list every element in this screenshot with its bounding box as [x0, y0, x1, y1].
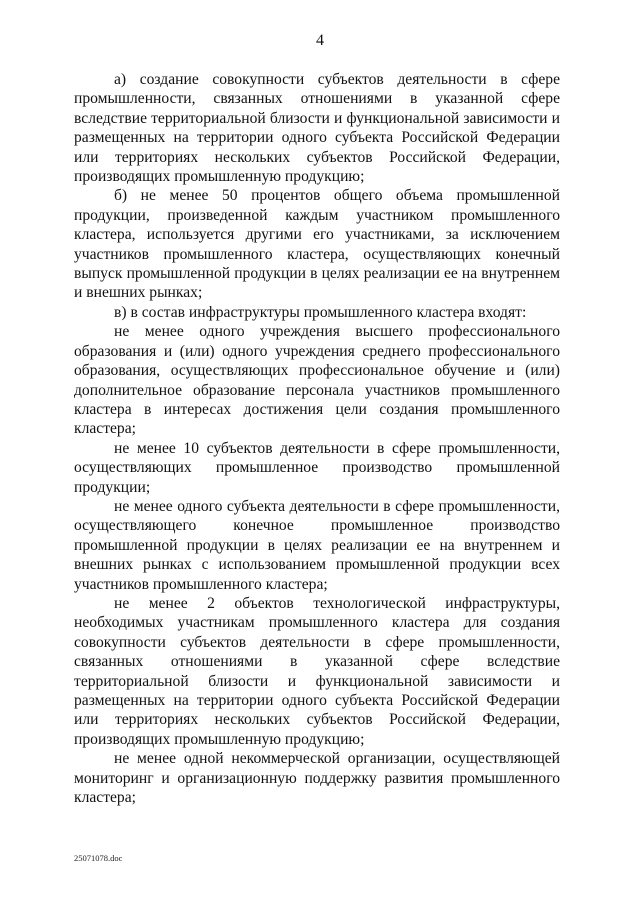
page-number: 4: [316, 32, 324, 49]
paragraph-education-institution: не менее одного учреждения высшего профессионального образования и (или) одного учреждения среднего профессионального образования, осуществляющих профессиональное обучение и (или) дополнительное образование персонала участников промышленного кластера в интересах достижения цели создания промышленного кластера;: [74, 323, 560, 438]
footer-filename: 25071078.doc: [74, 853, 123, 863]
paragraph-item-b: б) не менее 50 процентов общего объема промышленной продукции, произведенной каждым участником промышленного кластера, используется другими его участниками, за исключением участников промышленного кластера, осуществляющих конечный выпуск промышленной продукции в целях реализации ее на внутреннем и внешних рынках;: [74, 187, 560, 302]
paragraph-final-producer: не менее одного субъекта деятельности в сфере промышленности, осуществляющего конечное промышленное производство промышленной продукции в целях реализации ее на внутреннем и внешних рынках с использованием промышленной продукции всех участников промышленного кластера;: [74, 497, 560, 593]
paragraph-item-a: а) создание совокупности субъектов деятельности в сфере промышленности, связанных отношениями в указанной сфере вследствие территориальной близости и функциональной зависимости и размещенных на территории одного субъекта Российской Федерации или территориях нескольких субъектов Российской Федерации, производящих промышленную продукцию;: [74, 71, 560, 186]
paragraph-nonprofit-org: не менее одной некоммерческой организации, осуществляющей мониторинг и организационную поддержку развития промышленного кластера;: [74, 750, 560, 807]
paragraph-item-c: в) в состав инфраструктуры промышленного кластера входят:: [114, 303, 527, 321]
paragraph-industrial-subjects: не менее 10 субъектов деятельности в сфере промышленности, осуществляющих промышленное производство промышленной продукции;: [74, 439, 560, 496]
paragraph-tech-infrastructure: не менее 2 объектов технологической инфраструктуры, необходимых участникам промышленного кластера для создания совокупности субъектов деятельности в сфере промышленности, связанных отношениями в указанной сфере вследствие территориальной близости и функциональной зависимости и размещенных на территории одного субъекта Российской Федерации или территориях нескольких субъектов Российской Федерации, производящих промышленную продукцию;: [74, 594, 560, 748]
document-body: [74, 70, 560, 807]
